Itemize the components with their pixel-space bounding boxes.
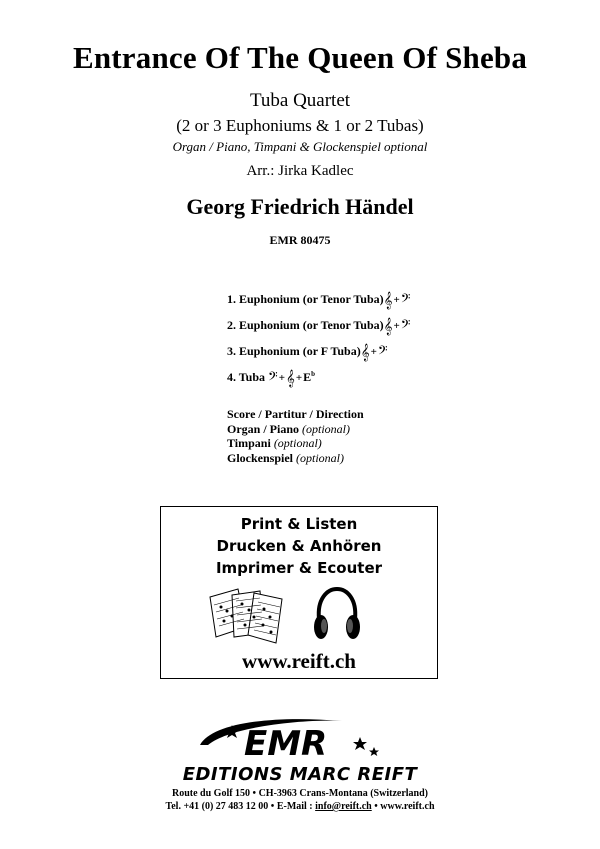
plus-sign: +	[295, 371, 303, 384]
subtitle: Tuba Quartet	[249, 90, 351, 111]
instrumentation: (2 or 3 Euphoniums & 1 or 2 Tubas)	[176, 116, 424, 135]
bass-clef-icon: 𝄢	[400, 316, 411, 335]
treble-clef-icon: 𝄞	[285, 368, 295, 387]
part-item	[227, 370, 315, 385]
emr-logo-text: EMR	[244, 724, 328, 764]
arranger: Arr.: Jirka Kadlec	[246, 163, 354, 179]
bass-clef-icon: 𝄢	[377, 342, 388, 361]
e-flat-key: $E^b$	[303, 370, 316, 384]
part-label: 2. Euphonium (or Tenor Tuba)	[227, 318, 384, 332]
plus-sign: +	[278, 371, 285, 384]
optional-instruments: Organ / Piano, Timpani & Glockenspiel optional	[172, 139, 428, 154]
headphones-icon	[311, 585, 363, 643]
part-item	[227, 292, 410, 307]
composer: Georg Friedrich Händel	[186, 194, 414, 219]
extra-item: Timpani (optional)	[227, 436, 322, 450]
promo-line: Imprimer & Ecouter	[215, 559, 383, 577]
part-label: 1. Euphonium (or Tenor Tuba)	[227, 292, 384, 306]
treble-clef-icon: 𝄞	[360, 342, 370, 361]
bass-clef-icon: 𝄢	[268, 368, 278, 387]
extra-item: Score / Partitur / Direction	[227, 407, 364, 421]
promo-line: Drucken & Anhören	[216, 537, 382, 555]
plus-sign: +	[393, 319, 400, 332]
footer-address: Route du Golf 150 • CH-3963 Crans-Montana (Switzerland)	[172, 788, 428, 799]
emr-logo	[192, 715, 402, 765]
footer-contact: Tel. +41 (0) 27 483 12 00 • E-Mail : info@reift.ch • www.reift.ch	[165, 801, 435, 812]
promo-line: Print & Listen	[240, 515, 358, 533]
part-item	[227, 318, 410, 333]
website-link[interactable]: www.reift.ch	[242, 649, 356, 673]
sheet-music-icon	[208, 587, 286, 645]
part-item	[227, 344, 388, 359]
publisher-name: EDITIONS MARC REIFT	[182, 764, 418, 785]
print-listen-box	[160, 506, 438, 679]
plus-sign: +	[370, 345, 377, 358]
treble-clef-icon: 𝄞	[383, 290, 393, 309]
catalog-number: EMR 80475	[269, 233, 331, 247]
extra-item: Glockenspiel (optional)	[227, 450, 345, 465]
treble-clef-icon: 𝄞	[383, 316, 393, 335]
title: Entrance Of The Queen Of Sheba	[72, 40, 528, 75]
part-label: 4. Tuba	[227, 370, 266, 384]
part-label: 3. Euphonium (or F Tuba)	[227, 344, 361, 358]
extra-item: Organ / Piano (optional)	[227, 421, 351, 436]
email-link[interactable]: info@reift.ch	[315, 801, 372, 812]
plus-sign: +	[393, 293, 400, 306]
bass-clef-icon: 𝄢	[400, 290, 411, 309]
extra-parts-list	[227, 407, 364, 465]
